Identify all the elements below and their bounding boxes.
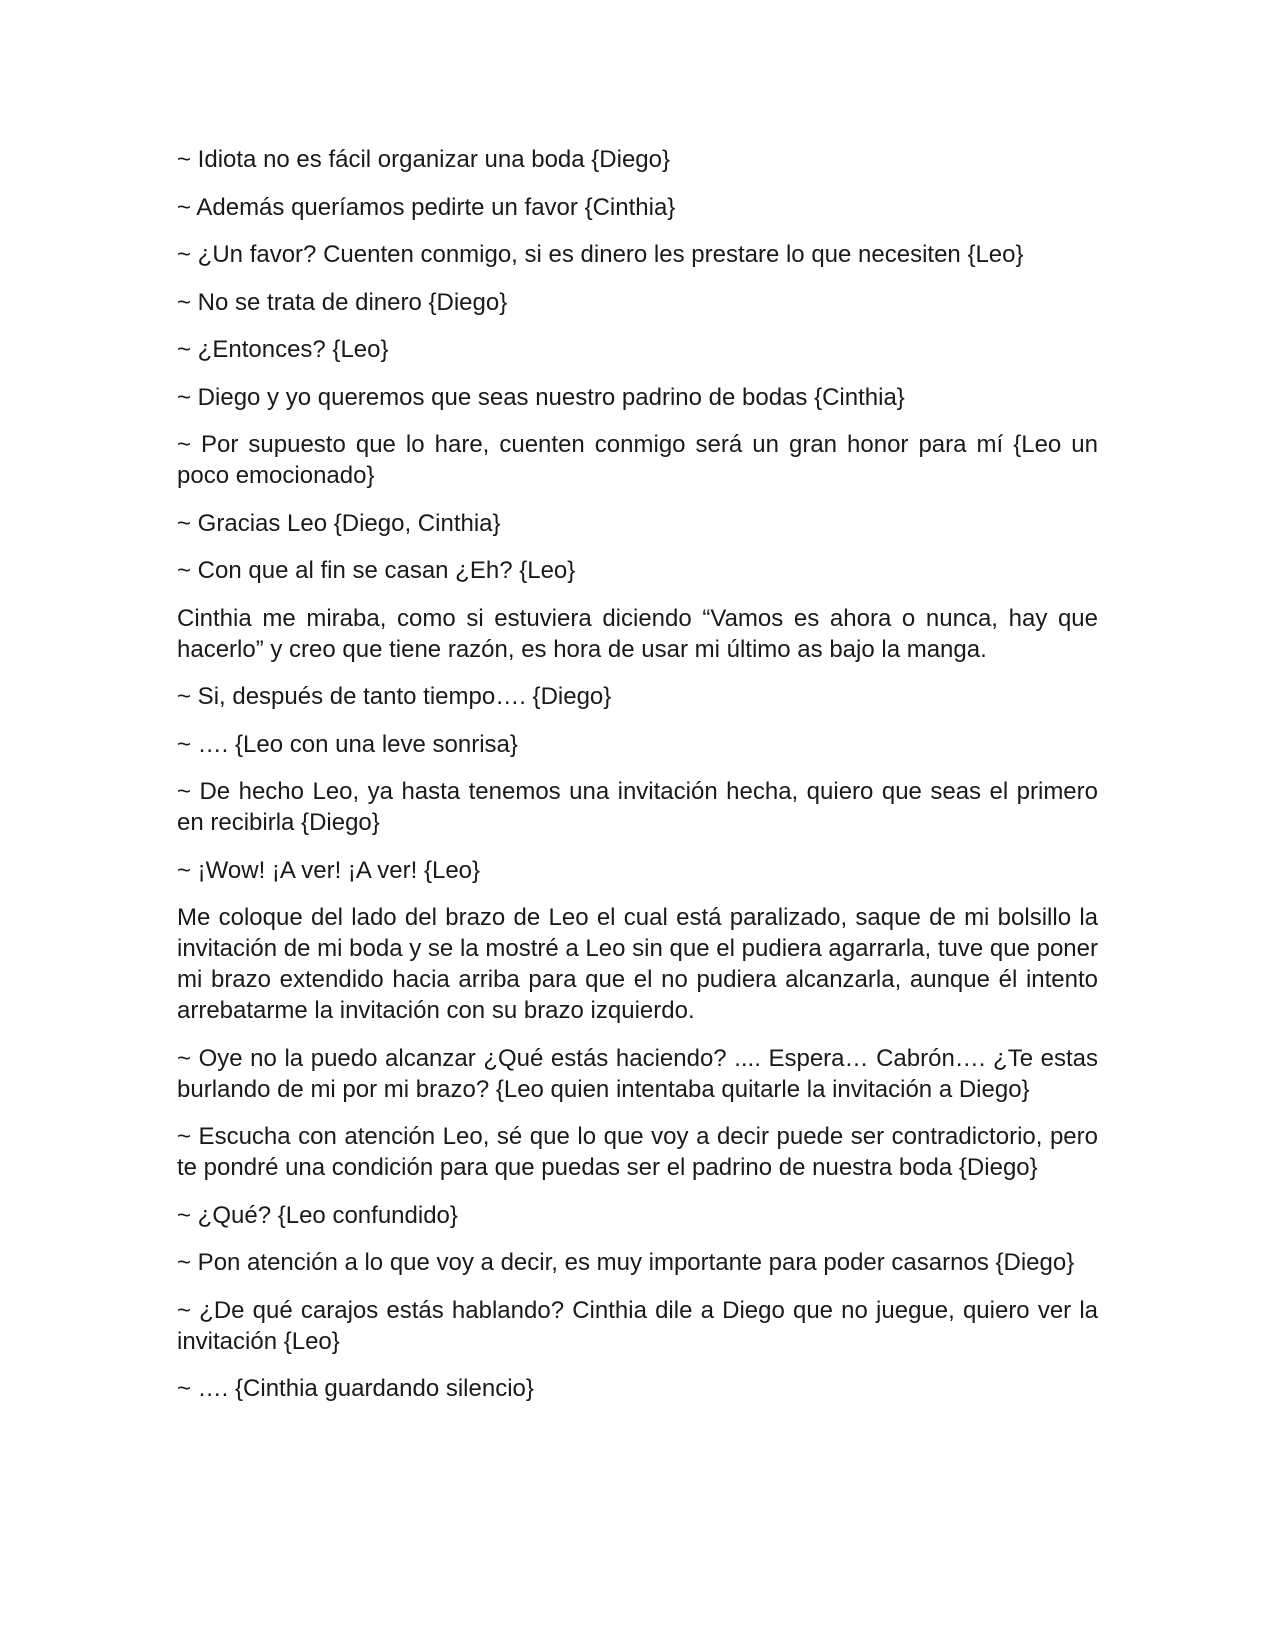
paragraph: Cinthia me miraba, como si estuviera diciendo “Vamos es ahora o nunca, hay que hacerlo” y creo que tiene razón, es hora de usar mi último as bajo la manga. [177, 604, 1098, 663]
paragraph: Me coloque del lado del brazo de Leo el cual está paralizado, saque de mi bolsillo la invitación de mi boda y se la mostré a Leo sin que el pudiera agarrarla, tuve que poner mi brazo extendido hacia arriba para que el no pudiera alcanzarla, aunque él intento arrebatarme la invitación con su brazo izquierdo. [177, 904, 1098, 1024]
document-page [177, 144, 1098, 1421]
paragraph: ~ ¿Qué? {Leo confundido} [177, 1201, 458, 1229]
paragraph: ~ Además queríamos pedirte un favor {Cinthia} [177, 193, 676, 221]
paragraph: ~ …. {Leo con una leve sonrisa} [177, 730, 518, 758]
paragraph: ~ ¡Wow! ¡A ver! ¡A ver! {Leo} [177, 856, 481, 884]
paragraph: ~ Por supuesto que lo hare, cuenten conmigo será un gran honor para mí {Leo un poco emocionado} [177, 431, 1098, 489]
paragraph: ~ Escucha con atención Leo, sé que lo que voy a decir puede ser contradictorio, pero te pondré una condición para que puedas ser el padrino de nuestra boda {Diego} [177, 1123, 1098, 1181]
paragraph: ~ Con que al fin se casan ¿Eh? {Leo} [177, 557, 576, 584]
paragraph: ~ Diego y yo queremos que seas nuestro padrino de bodas {Cinthia} [177, 383, 905, 411]
paragraph: ~ Si, después de tanto tiempo…. {Diego} [177, 683, 612, 710]
paragraph: ~ ¿Un favor? Cuenten conmigo, si es dinero les prestare lo que necesiten {Leo} [177, 241, 1024, 268]
paragraph: ~ ¿Entonces? {Leo} [177, 336, 389, 363]
paragraph: ~ Oye no la puedo alcanzar ¿Qué estás haciendo? .... Espera… Cabrón…. ¿Te estas burlando de mi por mi brazo? {Leo quien intentaba quitarle la invitación a Diego} [177, 1044, 1098, 1103]
paragraph: ~ De hecho Leo, ya hasta tenemos una invitación hecha, quiero que seas el primero en recibirla {Diego} [177, 778, 1098, 836]
paragraph: ~ …. {Cinthia guardando silencio} [177, 1375, 534, 1402]
paragraph: ~ Pon atención a lo que voy a decir, es muy importante para poder casarnos {Diego} [177, 1249, 1075, 1276]
paragraph: ~ No se trata de dinero {Diego} [177, 288, 508, 316]
paragraph: ~ ¿De qué carajos estás hablando? Cinthia dile a Diego que no juegue, quiero ver la invitación {Leo} [177, 1296, 1098, 1355]
paragraph: ~ Idiota no es fácil organizar una boda {Diego} [177, 146, 671, 173]
paragraph: ~ Gracias Leo {Diego, Cinthia} [177, 509, 501, 537]
